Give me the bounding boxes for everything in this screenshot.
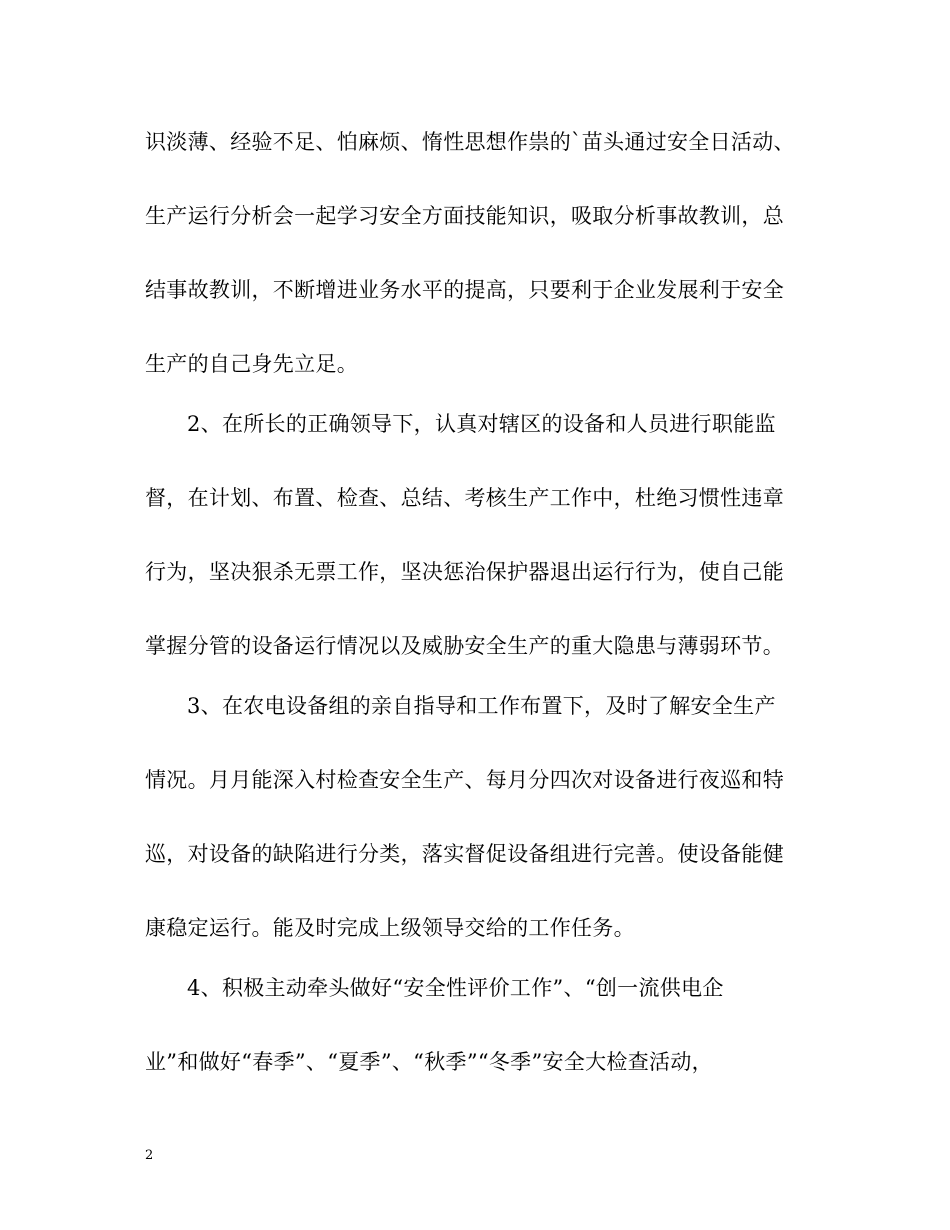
- paragraph-line: 情况。月月能深入村检查安全生产、每月分四次对设备进行夜巡和特: [145, 768, 784, 792]
- paragraph-line: 4、积极主动牵头做好“安全性评价工作”、“创一流供电企: [187, 976, 724, 1000]
- paragraph-line: 识淡薄、经验不足、怕麻烦、惰性思想作祟的`苗头通过安全日活动、: [145, 130, 795, 154]
- paragraph-line: 生产的自己身先立足。: [145, 352, 358, 376]
- paragraph-line: 康稳定运行。能及时完成上级领导交给的工作任务。: [145, 916, 635, 940]
- paragraph-line: 巡，对设备的缺陷进行分类，落实督促设备组进行完善。使设备能健: [145, 842, 784, 866]
- paragraph-line: 2、在所长的正确领导下，认真对辖区的设备和人员进行职能监: [187, 412, 776, 436]
- paragraph-line: 业”和做好“春季”、“夏季”、“秋季”“冬季”安全大检查活动，: [145, 1050, 713, 1074]
- paragraph-line: 3、在农电设备组的亲自指导和工作布置下，及时了解安全生产: [187, 694, 776, 718]
- paragraph-line: 行为，坚决狠杀无票工作，坚决惩治保护器退出运行行为，使自己能: [145, 560, 784, 584]
- paragraph-line: 掌握分管的设备运行情况以及威胁安全生产的重大隐患与薄弱环节。: [145, 634, 784, 658]
- paragraph-line: 督，在计划、布置、检查、总结、考核生产工作中，杜绝习惯性违章: [145, 486, 784, 510]
- paragraph-line: 生产运行分析会一起学习安全方面技能知识，吸取分析事故教训，总: [145, 204, 784, 228]
- page-number: 2: [145, 1148, 154, 1163]
- paragraph-line: 结事故教训，不断增进业务水平的提高，只要利于企业发展利于安全: [145, 278, 784, 302]
